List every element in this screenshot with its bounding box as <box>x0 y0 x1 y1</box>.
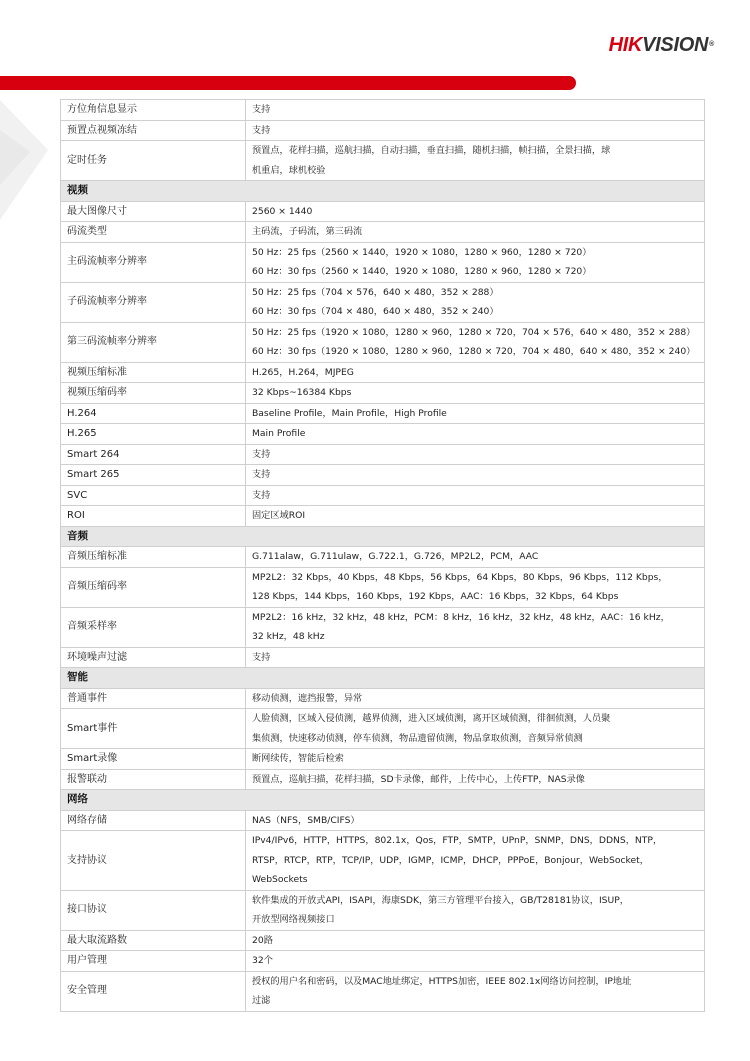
spec-value <box>246 120 705 141</box>
section-title: 网络 <box>61 790 705 811</box>
spec-label: 网络存储 <box>61 810 246 831</box>
spec-value <box>246 100 705 121</box>
spec-label: 安全管理 <box>61 971 246 1011</box>
spec-row <box>61 100 705 121</box>
spec-row <box>61 607 705 647</box>
spec-row <box>61 769 705 790</box>
spec-label: 码流类型 <box>61 222 246 243</box>
spec-value-line: 集侦测，快速移动侦测，停车侦测，物品遗留侦测，物品拿取侦测，音频异常侦测 <box>252 732 583 744</box>
spec-row <box>61 242 705 282</box>
spec-value-line: 授权的用户名和密码，以及MAC地址绑定，HTTPS加密，IEEE 802.1x网络访问控制，IP地址 <box>252 975 632 987</box>
spec-value-line: H.265，H.264，MJPEG <box>252 366 354 378</box>
spec-label: Smart 265 <box>61 465 246 486</box>
logo-text-dark: VISION <box>642 34 709 56</box>
spec-row <box>61 141 705 181</box>
spec-value-line: NAS（NFS，SMB/CIFS） <box>252 814 360 826</box>
spec-value-line: 60 Hz：30 fps（1920 × 1080，1280 × 960，1280 × 720，704 × 480，640 × 480，352 × 240） <box>252 346 696 357</box>
spec-value <box>246 769 705 790</box>
spec-label: ROI <box>61 506 246 527</box>
spec-value-line: Baseline Profile，Main Profile，High Profile <box>252 407 447 419</box>
spec-label: SVC <box>61 485 246 506</box>
spec-row <box>61 749 705 770</box>
spec-value-line: 支持 <box>252 469 271 480</box>
spec-label: Smart录像 <box>61 749 246 770</box>
spec-value <box>246 810 705 831</box>
spec-value <box>246 971 705 1011</box>
spec-value-line: 开放型网络视频接口 <box>252 914 335 925</box>
spec-value-line: 2560 × 1440 <box>252 205 313 217</box>
spec-value <box>246 465 705 486</box>
spec-value-line: Main Profile <box>252 428 306 439</box>
spec-label: H.265 <box>61 424 246 445</box>
spec-value-line: RTSP，RTCP，RTP，TCP/IP，UDP，IGMP，ICMP，DHCP，PPPoE，Bonjour，WebSocket， <box>252 854 649 866</box>
spec-row <box>61 831 705 891</box>
spec-label: 最大图像尺寸 <box>61 201 246 222</box>
spec-row <box>61 647 705 668</box>
spec-value <box>246 403 705 424</box>
spec-label: H.264 <box>61 403 246 424</box>
spec-value-line: 人脸侦测，区域入侵侦测，越界侦测，进入区域侦测，离开区域侦测，徘徊侦测，人员聚 <box>252 713 611 724</box>
logo-text-red: HIK <box>608 34 643 56</box>
spec-label: 支持协议 <box>61 831 246 891</box>
spec-value-line: 断网续传，智能后检索 <box>252 753 344 764</box>
spec-value-line: 软件集成的开放式API，ISAPI，海康SDK，第三方管理平台接入，GB/T28181协议，ISUP， <box>252 894 629 906</box>
spec-label: 定时任务 <box>61 141 246 181</box>
spec-label: 子码流帧率分辨率 <box>61 282 246 322</box>
spec-value <box>246 567 705 607</box>
spec-value-line: WebSockets <box>252 874 308 885</box>
spec-value <box>246 282 705 322</box>
spec-row <box>61 362 705 383</box>
spec-value-line: 支持 <box>252 651 271 663</box>
section-title: 智能 <box>61 668 705 689</box>
spec-row <box>61 971 705 1011</box>
spec-label: 预置点视频冻结 <box>61 120 246 141</box>
spec-value <box>246 547 705 568</box>
spec-label: 用户管理 <box>61 951 246 972</box>
spec-label: 普通事件 <box>61 688 246 709</box>
section-header-row <box>61 668 705 689</box>
spec-label: 第三码流帧率分辨率 <box>61 322 246 362</box>
spec-value <box>246 444 705 465</box>
spec-row <box>61 403 705 424</box>
spec-value <box>246 141 705 181</box>
spec-table <box>60 99 705 1012</box>
spec-value-line: 预置点，巡航扫描，花样扫描，SD卡录像，邮件，上传中心，上传FTP，NAS录像 <box>252 773 585 785</box>
spec-value <box>246 688 705 709</box>
spec-label: 音频压缩码率 <box>61 567 246 607</box>
registered-mark: ® <box>709 41 714 48</box>
section-title: 视频 <box>61 181 705 202</box>
spec-value <box>246 749 705 770</box>
spec-value-line: MP2L2：16 kHz，32 kHz，48 kHz，PCM：8 kHz，16 kHz，32 kHz，48 kHz，AAC：16 kHz， <box>252 611 670 623</box>
spec-value <box>246 222 705 243</box>
spec-value <box>246 951 705 972</box>
section-header-row <box>61 526 705 547</box>
spec-value <box>246 506 705 527</box>
spec-value <box>246 201 705 222</box>
spec-value-line: 32 Kbps~16384 Kbps <box>252 387 352 398</box>
spec-label: 最大取流路数 <box>61 930 246 951</box>
section-header-row <box>61 181 705 202</box>
spec-label: 视频压缩标准 <box>61 362 246 383</box>
spec-value-line: 50 Hz：25 fps（1920 × 1080，1280 × 960，1280 × 720，704 × 576，640 × 480，352 × 288） <box>252 326 696 338</box>
spec-value-line: 预置点，花样扫描，巡航扫描，自动扫描，垂直扫描，随机扫描，帧扫描，全景扫描，球 <box>252 145 611 156</box>
spec-value-line: 50 Hz：25 fps（704 × 576，640 × 480，352 × 288） <box>252 286 499 298</box>
spec-value <box>246 607 705 647</box>
spec-row <box>61 485 705 506</box>
spec-row <box>61 383 705 404</box>
spec-row <box>61 506 705 527</box>
spec-row <box>61 951 705 972</box>
spec-value-line: 支持 <box>252 448 271 460</box>
spec-label: 视频压缩码率 <box>61 383 246 404</box>
spec-row <box>61 282 705 322</box>
spec-label: Smart 264 <box>61 444 246 465</box>
spec-value <box>246 709 705 749</box>
spec-value-line: 32 kHz，48 kHz <box>252 631 325 642</box>
spec-label: 方位角信息显示 <box>61 100 246 121</box>
spec-row <box>61 322 705 362</box>
spec-value-line: 支持 <box>252 104 271 115</box>
spec-value <box>246 647 705 668</box>
spec-value-line: 主码流，子码流，第三码流 <box>252 226 363 237</box>
spec-label: 音频压缩标准 <box>61 547 246 568</box>
spec-row <box>61 444 705 465</box>
spec-label: Smart事件 <box>61 709 246 749</box>
spec-value-line: G.711alaw，G.711ulaw，G.722.1，G.726，MP2L2，PCM，AAC <box>252 551 539 562</box>
spec-value-line: 50 Hz：25 fps（2560 × 1440，1920 × 1080，1280 × 960，1280 × 720） <box>252 246 592 258</box>
spec-value <box>246 362 705 383</box>
spec-value <box>246 322 705 362</box>
spec-value-line: 过滤 <box>252 995 271 1006</box>
spec-value-line: 128 Kbps，144 Kbps，160 Kbps，192 Kbps，AAC：16 Kbps，32 Kbps，64 Kbps <box>252 591 619 602</box>
spec-value-line: 60 Hz：30 fps（704 × 480，640 × 480，352 × 240） <box>252 306 499 317</box>
spec-row <box>61 465 705 486</box>
spec-row <box>61 890 705 930</box>
spec-row <box>61 688 705 709</box>
spec-value-line: 机重启，球机校验 <box>252 164 326 176</box>
spec-label: 主码流帧率分辨率 <box>61 242 246 282</box>
spec-value <box>246 930 705 951</box>
spec-value <box>246 890 705 930</box>
spec-row <box>61 201 705 222</box>
spec-label: 环境噪声过滤 <box>61 647 246 668</box>
spec-table-body <box>61 100 705 1012</box>
spec-value-line: IPv4/IPv6，HTTP，HTTPS，802.1x，Qos，FTP，SMTP，UPnP，SNMP，DNS，DDNS，NTP， <box>252 835 663 846</box>
spec-value-line: 固定区域ROI <box>252 510 306 521</box>
spec-row <box>61 567 705 607</box>
spec-row <box>61 810 705 831</box>
spec-label: 报警联动 <box>61 769 246 790</box>
spec-value <box>246 383 705 404</box>
spec-value <box>246 485 705 506</box>
spec-value <box>246 831 705 891</box>
spec-label: 音频采样率 <box>61 607 246 647</box>
hikvision-logo <box>609 34 714 56</box>
spec-value <box>246 424 705 445</box>
spec-row <box>61 222 705 243</box>
spec-row <box>61 930 705 951</box>
spec-value-line: MP2L2：32 Kbps，40 Kbps，48 Kbps，56 Kbps，64 Kbps，80 Kbps，96 Kbps，112 Kbps， <box>252 571 668 583</box>
spec-row <box>61 424 705 445</box>
spec-value-line: 20路 <box>252 934 273 946</box>
spec-label: 接口协议 <box>61 890 246 930</box>
section-header-row <box>61 790 705 811</box>
spec-value-line: 移动侦测，遮挡报警，异常 <box>252 692 363 704</box>
section-title: 音频 <box>61 526 705 547</box>
header-red-bar <box>0 76 576 90</box>
spec-value-line: 支持 <box>252 489 271 501</box>
spec-row <box>61 709 705 749</box>
spec-value-line: 支持 <box>252 124 271 136</box>
spec-value <box>246 242 705 282</box>
watermark-graphic <box>0 90 60 240</box>
spec-value-line: 32个 <box>252 955 273 966</box>
spec-row <box>61 120 705 141</box>
spec-row <box>61 547 705 568</box>
spec-value-line: 60 Hz：30 fps（2560 × 1440，1920 × 1080，1280 × 960，1280 × 720） <box>252 266 592 277</box>
